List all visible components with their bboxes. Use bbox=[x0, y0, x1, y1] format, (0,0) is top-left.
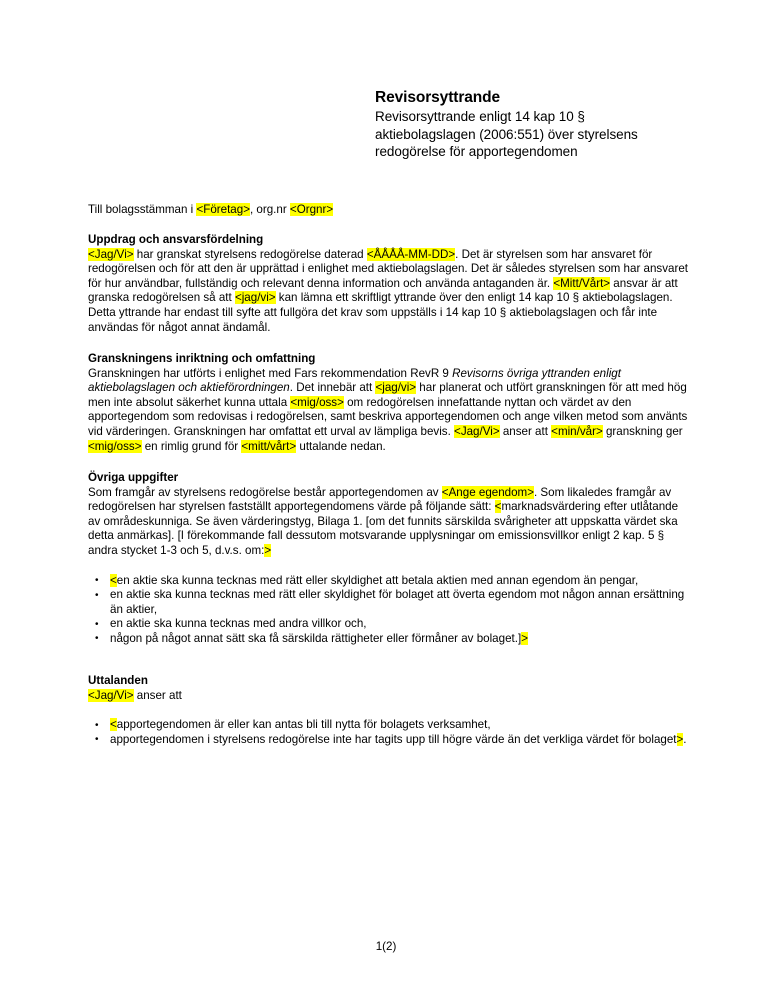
section-heading-uttalanden: Uttalanden bbox=[88, 674, 148, 687]
addressee-prefix: Till bolagsstämman i bbox=[88, 203, 197, 216]
text-run: har granskat styrelsens redogörelse daterad bbox=[133, 247, 367, 261]
placeholder-jag-vi-2: <Jag/Vi> bbox=[454, 424, 500, 438]
list-item-text: en aktie ska kunna tecknas med andra villkor och, bbox=[110, 617, 367, 631]
placeholder-date: <ÅÅÅÅ-MM-DD> bbox=[366, 247, 456, 261]
placeholder-jag-vi: <Jag/Vi> bbox=[88, 247, 134, 261]
section-heading-granskning: Granskningens inriktning och omfattning bbox=[88, 352, 316, 365]
company-placeholder: <Företag> bbox=[196, 203, 250, 216]
text-run: anser att bbox=[499, 424, 552, 438]
list-item bbox=[88, 588, 688, 617]
placeholder-close-bracket: > bbox=[676, 732, 684, 746]
uttalanden-bullet-list bbox=[88, 718, 688, 747]
text-run: marknadsvärdering efter utlåtande av områdeskunniga. Se även värderingstyg, Bilaga 1. [om det funnits särskilda svårigheter att uppskatta värdet ska detta anmärkas]. [I förekommande fall dessutom motsvarande upplysningar om emissionsvillkor enligt 2 kap. 5 § andra stycket 1-3 och 5, d.v.s. om: bbox=[88, 500, 679, 557]
addressee-middle: , org.nr bbox=[249, 203, 290, 216]
placeholder-jag-vi-2: <jag/vi> bbox=[234, 291, 276, 305]
section-uppdrag bbox=[88, 233, 688, 335]
text-run: granskning ger bbox=[602, 424, 683, 438]
document-subtitle: Revisorsyttrande enligt 14 kap 10 § aktiebolagslagen (2006:551) över styrelsens redogörelse för apportegendomen bbox=[375, 109, 638, 159]
section-uttalanden bbox=[88, 674, 688, 747]
list-item bbox=[88, 718, 688, 733]
text-run: kan lämna ett skriftligt yttrande över den enligt 14 kap 10 § aktiebolagslagen. Detta yttrande har endast till syfte att fullgöra det krav som uppställs i 14 kap 10 § aktiebolagslagen och får inte användas för något annat ändamål. bbox=[88, 291, 673, 334]
text-run: Granskningen har utförts i enlighet med Fars rekommendation RevR 9 bbox=[88, 366, 453, 380]
placeholder-ange-egendom: <Ange egendom> bbox=[441, 485, 534, 499]
list-item bbox=[88, 632, 688, 647]
orgnr-placeholder: <Orgnr> bbox=[289, 203, 334, 216]
section-granskning bbox=[88, 352, 688, 454]
placeholder-jag-vi: <jag/vi> bbox=[375, 381, 417, 395]
page-number-footer: 1(2) bbox=[375, 940, 397, 953]
placeholder-min-var: <min/vår> bbox=[551, 424, 603, 438]
placeholder-open-bracket: < bbox=[110, 718, 117, 732]
placeholder-mig-oss: <mig/oss> bbox=[290, 395, 344, 409]
page-title: Revisorsyttrande bbox=[375, 89, 501, 106]
text-run: . Det innebär att bbox=[289, 381, 376, 395]
section-paragraph-uttalanden bbox=[88, 689, 688, 704]
placeholder-jag-vi: <Jag/Vi> bbox=[88, 688, 134, 702]
placeholder-mig-oss-2: <mig/oss> bbox=[88, 439, 142, 453]
section-heading-uppdrag: Uppdrag och ansvarsfördelning bbox=[88, 233, 264, 246]
text-run: ansvar är att granska redogörelsen så att bbox=[88, 276, 678, 305]
addressee-line bbox=[88, 203, 333, 218]
text-run: en rimlig grund för bbox=[141, 439, 242, 453]
placeholder-close-bracket: > bbox=[264, 543, 272, 557]
placeholder-mitt-vart: <Mitt/Vårt> bbox=[553, 276, 611, 290]
list-item bbox=[88, 617, 688, 632]
list-item-tail: . bbox=[683, 732, 687, 746]
text-run: Som framgår av styrelsens redogörelse består apportegendomen av bbox=[88, 485, 442, 499]
title-block bbox=[375, 88, 665, 161]
recommendation-title: Revisorns övriga yttranden enligt aktiebolagslagen och aktieförordningen bbox=[88, 366, 621, 395]
text-run: anser att bbox=[133, 688, 182, 702]
placeholder-mitt-vart: <mitt/vårt> bbox=[241, 439, 297, 453]
text-run: om redogörelsen innefattande nyttan och värdet av den apportegendom som redovisas i redogörelsen, samt beskriva apportegendomen och ange vilken metod som använts vid värderingen. Granskningen har omfattat ett urval av lämpliga bevis. bbox=[88, 395, 688, 438]
section-heading-ovriga: Övriga uppgifter bbox=[88, 471, 179, 484]
list-item-text: en aktie ska kunna tecknas med rätt eller skyldighet för bolaget att överta egendom mot någon annan ersättning än aktier, bbox=[110, 588, 685, 616]
list-item bbox=[88, 733, 688, 748]
section-paragraph-uppdrag bbox=[88, 248, 688, 336]
list-item-text: apportegendomen i styrelsens redogörelse inte har tagits upp till högre värde än det verkliga värdet för bolaget bbox=[110, 732, 677, 746]
text-run: har planerat och utfört granskningen för att med hög men inte absolut säkerhet kunna uttala bbox=[88, 381, 687, 409]
section-ovriga-uppgifter bbox=[88, 471, 688, 647]
placeholder-open-bracket: < bbox=[110, 573, 117, 587]
list-item-text: apportegendomen är eller kan antas bli till nytta för bolagets verksamhet, bbox=[116, 718, 491, 732]
ovriga-bullet-list bbox=[88, 574, 688, 647]
section-paragraph-granskning bbox=[88, 367, 688, 455]
placeholder-close-bracket: > bbox=[521, 631, 528, 645]
section-paragraph-ovriga bbox=[88, 486, 688, 559]
text-run: . Som likaledes framgår av redogörelsen har styrelsen fastställt apportegendomens värde på följande sätt: bbox=[88, 485, 672, 514]
text-run: . Det är styrelsen som har ansvaret för redogörelsen och för att den är upprättad i enlighet med aktiebolagslagen. Det är således styrelsen som har ansvaret för hur användbar, fullständig och relevant denna information och använda antaganden är. bbox=[88, 247, 689, 290]
placeholder-open-bracket: < bbox=[494, 500, 502, 514]
text-run: uttalande nedan. bbox=[296, 439, 386, 453]
list-item bbox=[88, 574, 688, 589]
list-item-text: någon på något annat sätt ska få särskilda rättigheter eller förmåner av bolaget.] bbox=[110, 631, 522, 645]
list-item-text: en aktie ska kunna tecknas med rätt eller skyldighet att betala aktien med annan egendom än pengar, bbox=[116, 573, 639, 587]
